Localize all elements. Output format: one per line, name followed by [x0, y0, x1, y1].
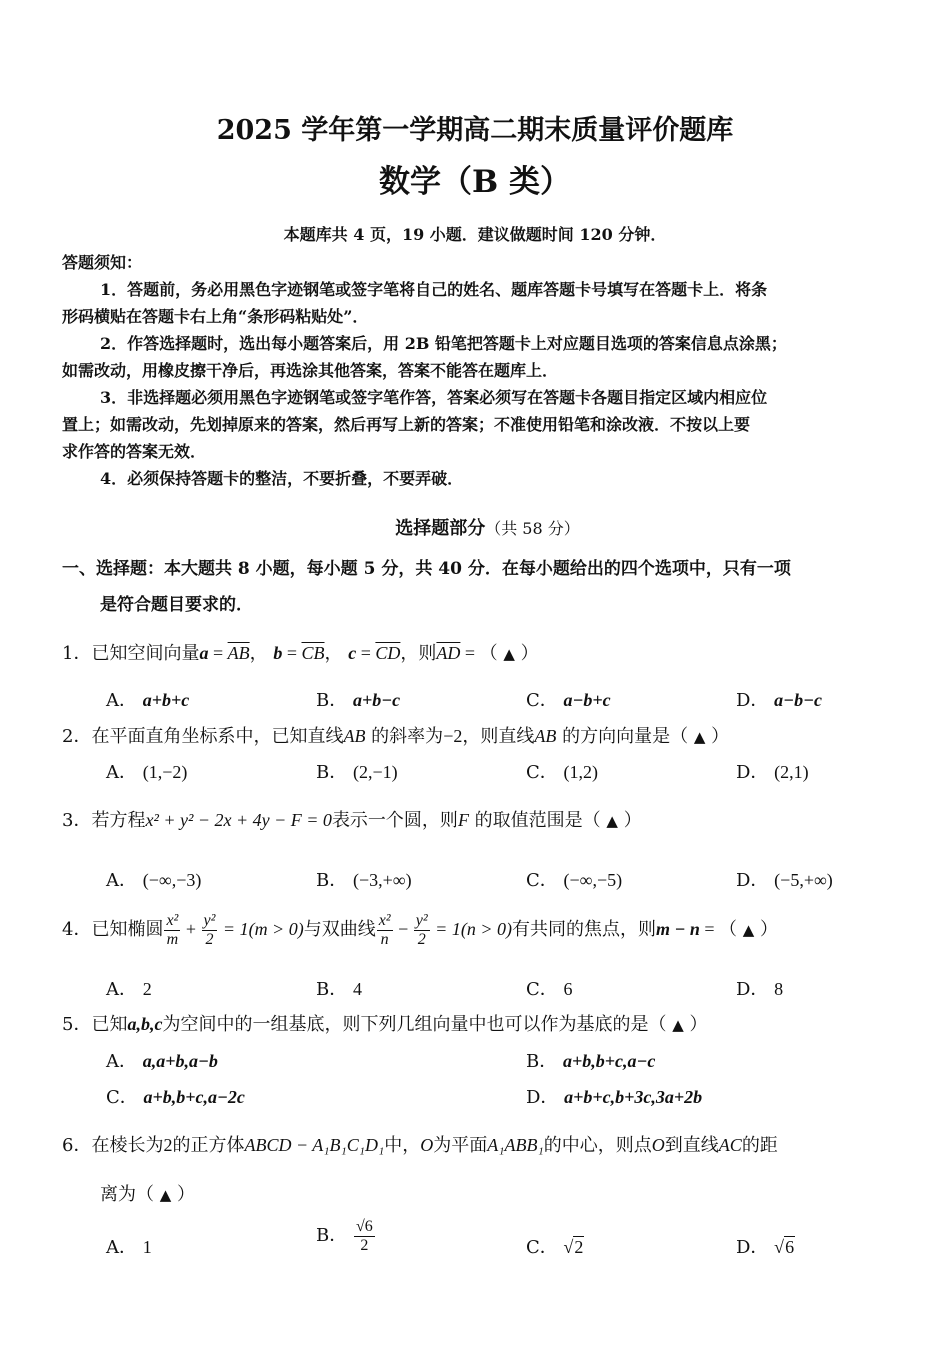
fraction-denominator: n	[380, 930, 389, 948]
punct: ，	[249, 643, 268, 664]
triangle-marker-icon: ▲	[606, 812, 618, 830]
option-label: A．	[106, 1237, 137, 1258]
math-value: 2	[163, 1135, 173, 1155]
math-equation: x² + y² − 2x + 4y − F = 0	[145, 810, 332, 830]
option-value: 2	[142, 979, 152, 999]
option-label: D．	[736, 1237, 769, 1258]
option-value: a+b,b+c,a−2c	[143, 1087, 245, 1107]
math-op: +	[181, 919, 201, 940]
math-var: a	[199, 643, 209, 663]
math-op: −	[393, 919, 413, 940]
question-text: 离为（	[100, 1184, 154, 1205]
option-value: (−5,+∞)	[774, 870, 833, 890]
question-text: 已知椭圆	[91, 919, 164, 941]
question-text: = （	[699, 919, 738, 940]
option-c	[526, 686, 611, 712]
fraction	[202, 912, 218, 948]
punct: ）	[520, 643, 539, 664]
triangle-marker-icon: ▲	[742, 921, 755, 940]
question-text: = （	[460, 643, 498, 663]
math-var: c	[348, 643, 357, 663]
option-label: D．	[736, 979, 769, 1000]
option-c	[526, 975, 573, 1001]
fraction	[377, 912, 393, 948]
option-a	[106, 866, 201, 892]
vector-CD: $\overline{CD}$	[375, 643, 401, 663]
option-value: (−3,+∞)	[352, 870, 412, 890]
question-text: 的距	[741, 1135, 778, 1156]
question-text: 已知空间向量	[91, 643, 200, 664]
option-value: (−∞,−3)	[142, 870, 202, 890]
instruction-line: 如需改动，用橡皮擦干净后，再选涂其他答案，答案不能答在题库上．	[62, 361, 559, 380]
option-label: B．	[316, 1225, 348, 1247]
option-value: a−b+c	[563, 690, 611, 710]
option-value: (−∞,−5)	[563, 870, 623, 890]
question-text: 的中心，则点	[543, 1135, 652, 1156]
option-label: C．	[106, 1087, 138, 1108]
question-text: 中，	[384, 1135, 421, 1156]
instruction-line: 3．非选择题必须用黑色字迹钢笔或签字笔作答，答案必须写在答题卡各题目指定区域内相应位	[100, 388, 768, 407]
question-text: 到直线	[664, 1135, 719, 1156]
option-b	[316, 1218, 376, 1254]
question-text: 的斜率为	[365, 726, 444, 747]
instruction-line: 2．作答选择题时，选出每小题答案后，用 2B 铅笔把答题卡上对应题目选项的答案信息点涂黑；	[100, 334, 787, 353]
question-number: 5．	[62, 1014, 92, 1035]
option-d	[736, 1233, 795, 1259]
option-value: a+b+c,b+3c,3a+2b	[564, 1087, 703, 1107]
question-text: 在平面直角坐标系中，已知直线	[91, 726, 344, 747]
vector-AB: $\overline{AB}$	[227, 643, 250, 663]
math-expression: m − n	[655, 919, 700, 940]
instruction-line: 置上；如需改动，先划掉原来的答案，然后再写上新的答案；不准使用铅笔和涂改液．不按以上要	[62, 415, 751, 434]
question-text: 为空间中的一组基底，则下列几组向量中也可以作为基底的是（	[162, 1014, 667, 1035]
option-d	[736, 866, 833, 892]
option-value: 2	[574, 1237, 584, 1257]
option-b	[316, 975, 362, 1001]
triangle-marker-icon: ▲	[693, 728, 706, 746]
option-value: (1,−2)	[142, 762, 188, 782]
sqrt: √2	[563, 1237, 584, 1257]
math-value: −2	[443, 726, 463, 746]
question-text: 的取值范围是（	[468, 810, 601, 831]
punct: ）	[623, 810, 642, 831]
section-name: 选择题部分	[395, 518, 486, 539]
option-value: (2,1)	[774, 762, 809, 782]
instructions-heading: 答题须知：	[62, 253, 143, 272]
fraction-numerator: √6	[355, 1218, 373, 1235]
option-a	[106, 975, 152, 1001]
option-value: (2,−1)	[352, 762, 398, 782]
fraction-numerator: x²	[378, 912, 391, 929]
option-b	[316, 758, 398, 784]
part-instruction: 是符合题目要求的．	[100, 595, 253, 615]
question-text: 已知	[91, 1014, 128, 1035]
option-label: A．	[106, 762, 137, 783]
question-number: 3．	[62, 810, 92, 831]
section-points: （共 58 分）	[485, 519, 580, 538]
math-var: F	[457, 810, 469, 830]
question-3	[62, 806, 642, 832]
option-d	[526, 1083, 702, 1109]
vector-CB: $\overline{CB}$	[301, 643, 325, 663]
option-label: C．	[526, 979, 558, 1000]
math-var: AC	[718, 1135, 742, 1155]
option-label: A．	[106, 690, 137, 711]
option-label: C．	[526, 762, 558, 783]
question-number: 4．	[62, 919, 92, 941]
fraction-denominator: 2	[360, 1236, 369, 1254]
option-value: 6	[785, 1237, 795, 1257]
option-c	[106, 1083, 245, 1109]
option-label: B．	[316, 979, 348, 1000]
option-label: D．	[736, 762, 769, 783]
question-text: ，则	[400, 643, 437, 664]
option-a	[106, 686, 189, 712]
fraction-numerator: x²	[166, 912, 179, 929]
option-b	[526, 1047, 655, 1073]
fraction-denominator: 2	[205, 930, 214, 948]
option-label: B．	[316, 870, 348, 891]
math-plane: A₁ABB₁	[487, 1135, 544, 1155]
question-number: 1．	[62, 643, 92, 664]
punct: ，	[324, 643, 343, 664]
math-vars: a,b,c	[127, 1014, 163, 1034]
option-a	[106, 1233, 152, 1259]
option-label: C．	[526, 690, 558, 711]
fraction	[164, 912, 180, 948]
question-text: 的正方体	[172, 1135, 245, 1156]
question-text: 在棱长为	[91, 1135, 164, 1156]
option-value: a+b,b+c,a−c	[562, 1051, 656, 1071]
part-instruction: 一、选择题：本大题共 8 小题，每小题 5 分，共 40 分．在每小题给出的四个选项中，只有一项	[62, 559, 791, 579]
option-d	[736, 975, 783, 1001]
option-value: 6	[563, 979, 573, 999]
option-c	[526, 866, 622, 892]
instruction-line: 1．答题前，务必用黑色字迹钢笔或签字笔将自己的姓名、题库答题卡号填写在答题卡上．将条	[100, 280, 768, 299]
option-label: C．	[526, 870, 558, 891]
question-text: 表示一个圆，则	[331, 810, 458, 831]
question-text: 与双曲线	[303, 919, 376, 941]
fraction-denominator: m	[166, 930, 179, 948]
math-var: O	[651, 1135, 665, 1155]
instruction-line: 形码横贴在答题卡右上角“条形码粘贴处”．	[62, 307, 369, 326]
option-d	[736, 686, 822, 712]
exam-title: 2025 学年第一学期高二期末质量评价题库	[216, 115, 734, 146]
option-label: D．	[736, 690, 769, 711]
option-a	[106, 758, 187, 784]
option-value: a+b+c	[142, 690, 190, 710]
option-value: 8	[774, 979, 784, 999]
math-op: =	[356, 643, 376, 663]
option-value: a,a+b,a−b	[142, 1051, 218, 1071]
option-c	[526, 758, 598, 784]
question-6	[62, 1131, 778, 1157]
question-6-cont	[100, 1180, 195, 1206]
math-condition: = 1(n > 0)	[430, 919, 512, 940]
question-text: 有共同的焦点，则	[511, 919, 656, 941]
question-text: 若方程	[91, 810, 146, 831]
option-label: B．	[316, 690, 348, 711]
option-label: A．	[106, 979, 137, 1000]
option-label: C．	[526, 1237, 558, 1258]
fraction-numerator: y²	[203, 912, 216, 929]
math-cube: ABCD − A₁B₁C₁D₁	[244, 1135, 385, 1155]
question-number: 2．	[62, 726, 92, 747]
instruction-line: 4．必须保持答题卡的整洁，不要折叠，不要弄破．	[100, 469, 464, 488]
triangle-marker-icon: ▲	[159, 1186, 172, 1204]
question-number: 6．	[62, 1135, 92, 1156]
question-2	[62, 722, 729, 748]
fraction	[354, 1218, 375, 1254]
option-label: D．	[526, 1087, 559, 1108]
punct: ）	[177, 1184, 196, 1205]
question-5	[62, 1010, 707, 1036]
punct: ）	[760, 919, 779, 941]
fraction-numerator: y²	[415, 912, 428, 929]
question-text: 为平面	[433, 1135, 488, 1156]
math-op: =	[208, 643, 228, 663]
question-text: 的方向向量是（	[556, 726, 689, 747]
math-var: b	[273, 643, 283, 663]
option-value: a−b−c	[774, 690, 822, 710]
option-value: 4	[352, 979, 362, 999]
option-label: D．	[736, 870, 769, 891]
option-value: 1	[142, 1237, 152, 1257]
option-a	[106, 1047, 218, 1073]
option-value: (1,2)	[563, 762, 599, 782]
math-var: O	[420, 1135, 434, 1155]
exam-subtitle: 数学（B 类）	[379, 164, 571, 200]
question-1	[62, 639, 539, 665]
fraction	[414, 912, 430, 948]
math-condition: = 1(m > 0)	[218, 919, 304, 940]
fraction-denominator: 2	[417, 930, 426, 948]
option-d	[736, 758, 809, 784]
question-4	[62, 912, 778, 948]
option-value: a+b−c	[352, 690, 401, 710]
section-title	[0, 514, 950, 540]
option-b	[316, 866, 412, 892]
punct: ）	[711, 726, 730, 747]
option-label: A．	[106, 870, 137, 891]
math-var: AB	[534, 726, 557, 746]
triangle-marker-icon: ▲	[672, 1016, 684, 1034]
question-text: ，则直线	[462, 726, 535, 747]
sqrt: √6	[774, 1237, 795, 1257]
math-op: =	[282, 643, 302, 663]
option-b	[316, 686, 400, 712]
instruction-line: 求作答的答案无效．	[62, 442, 207, 461]
option-label: B．	[316, 762, 348, 783]
triangle-marker-icon: ▲	[503, 645, 515, 663]
option-c	[526, 1233, 584, 1259]
exam-info: 本题库共 4 页，19 小题．建议做题时间 120 分钟．	[283, 225, 667, 244]
vector-AD: $\overline{AD}$	[436, 643, 461, 663]
math-var: AB	[343, 726, 366, 746]
option-label: B．	[526, 1051, 558, 1072]
option-label: A．	[106, 1051, 137, 1072]
punct: ）	[689, 1014, 708, 1035]
